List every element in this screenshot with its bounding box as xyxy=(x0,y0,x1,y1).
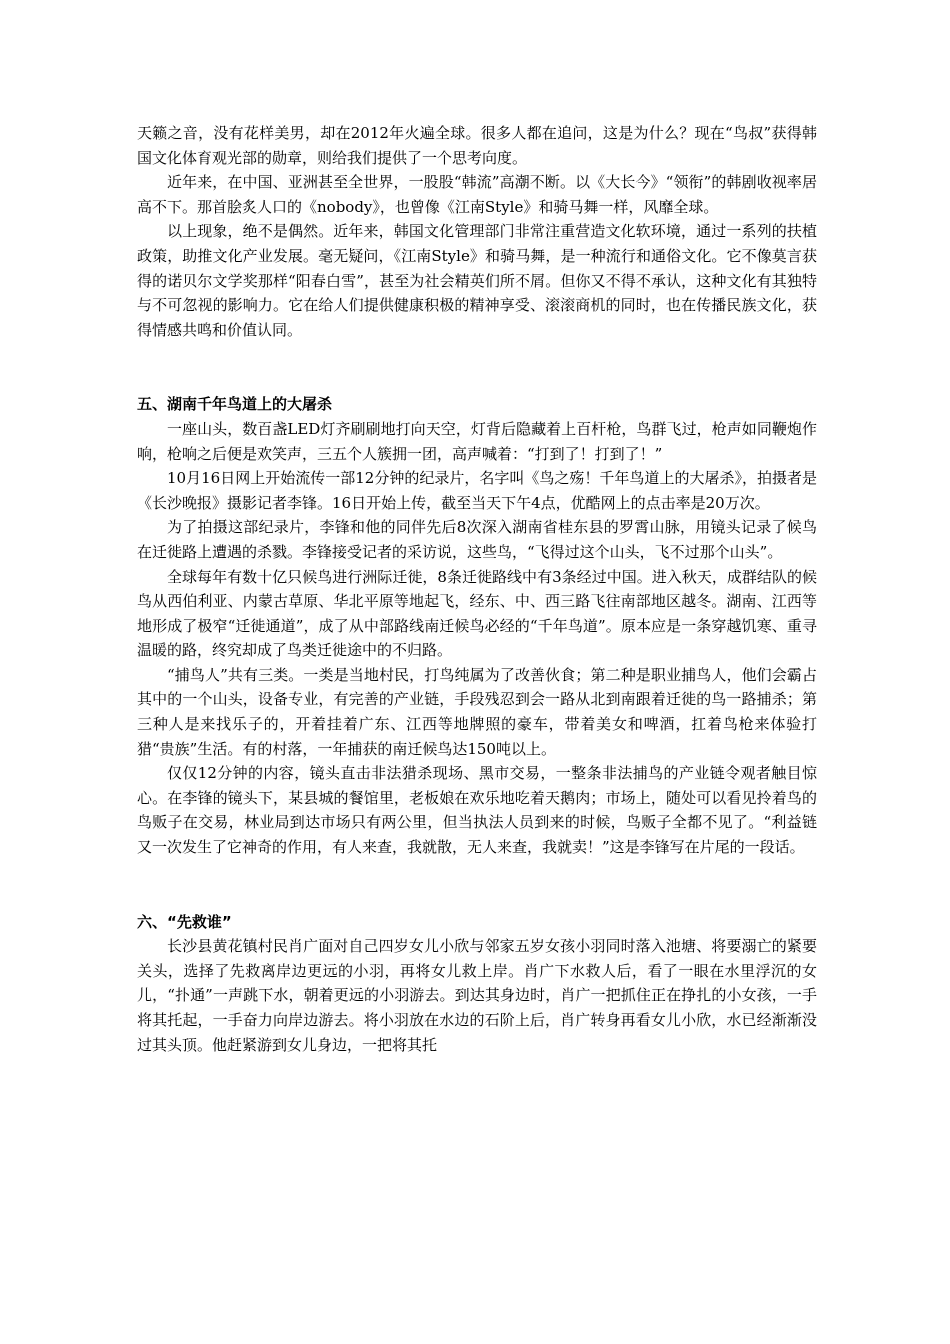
section-gap xyxy=(137,860,817,910)
paragraph: 以上现象，绝不是偶然。近年来，韩国文化管理部门非常注重营造文化软环境，通过一系列的扶植政策，助推文化产业发展。毫无疑问，《江南Style》和骑马舞，是一种流行和通俗文化。它不像莫言获得的诺贝尔文学奖那样“阳春白雪”，甚至为社会精英们所不屑。但你又不得不承认，这种文化有其独特与不可忽视的影响力。它在给人们提供健康积极的精神享受、滚滚商机的同时，也在传播民族文化，获得情感共鸣和价值认同。 xyxy=(137,222,817,339)
section-heading: 六、“先救谁” xyxy=(137,912,232,931)
section-gap xyxy=(137,342,817,392)
document-page xyxy=(137,121,817,1057)
section-heading: 五、湖南千年鸟道上的大屠杀 xyxy=(137,395,333,414)
section-five xyxy=(137,392,817,859)
paragraph: 仅仅12分钟的内容，镜头直击非法猎杀现场、黑市交易，一整条非法捕鸟的产业链令观者触目惊心。在李锋的镜头下，某县城的餐馆里，老板娘在欢乐地吃着天鹅肉；市场上，随处可以看见拎着鸟的鸟贩子在交易，林业局到达市场只有两公里，但当执法人员到来的时候，鸟贩子全都不见了。“利益链又一次发生了它神奇的作用，有人来查，我就散，无人来查，我就卖！”这是李锋写在片尾的一段话。 xyxy=(137,764,817,857)
paragraph: 长沙县黄花镇村民肖广面对自己四岁女儿小欣与邻家五岁女孩小羽同时落入池塘、将要溺亡的紧要关头，选择了先救离岸边更远的小羽，再将女儿救上岸。肖广下水救人后，看了一眼在水里浮沉的女儿，“扑通”一声跳下水，朝着更远的小羽游去。到达其身边时，肖广一把抓住正在挣扎的小女孩，一手将其托起，一手奋力向岸边游去。将小羽放在水边的石阶上后，肖广转身再看女儿小欣，水已经渐渐没过其头顶。他赶紧游到女儿身边，一把将其托 xyxy=(137,937,817,1054)
paragraph: 天籁之音，没有花样美男，却在2012年火遍全球。很多人都在追问，这是为什么？现在“鸟叔”获得韩国文化体育观光部的勋章，则给我们提供了一个思考向度。 xyxy=(137,124,817,167)
paragraph: 10月16日网上开始流传一部12分钟的纪录片，名字叫《鸟之殇！千年鸟道上的大屠杀》，拍摄者是《长沙晚报》摄影记者李锋。16日开始上传，截至当天下午4点，优酷网上的点击率是20万次。 xyxy=(137,469,817,512)
paragraph: 一座山头，数百盏LED灯齐刷刷地打向天空，灯背后隐藏着上百杆枪，鸟群飞过，枪声如同鞭炮作响，枪响之后便是欢笑声，三五个人簇拥一团，高声喊着：“打到了！打到了！” xyxy=(137,419,817,463)
section-intro xyxy=(137,121,817,342)
paragraph: 近年来，在中国、亚洲甚至全世界，一股股“韩流”高潮不断。以《大长今》“领衔”的韩剧收视率居高不下。那首脍炙人口的《nobody》，也曾像《江南Style》和骑马舞一样，风靡全球。 xyxy=(137,173,817,216)
paragraph: 全球每年有数十亿只候鸟进行洲际迁徙，8条迁徙路线中有3条经过中国。进入秋天，成群结队的候鸟从西伯利亚、内蒙古草原、华北平原等地起飞，经东、中、西三路飞往南部地区越冬。湖南、江西等地形成了极窄“迁徙通道”，成了从中部路线南迁候鸟必经的“千年鸟道”。原本应是一条穿越饥寒、重寻温暖的路，终究却成了鸟类迁徙途中的不归路。 xyxy=(137,567,817,660)
paragraph: 为了拍摄这部纪录片，李锋和他的同伴先后8次深入湖南省桂东县的罗霄山脉，用镜头记录了候鸟在迁徙路上遭遇的杀戮。李锋接受记者的采访说，这些鸟，“飞得过这个山头，飞不过那个山头”。 xyxy=(137,518,817,561)
paragraph: “捕鸟人”共有三类。一类是当地村民，打鸟纯属为了改善伙食；第二种是职业捕鸟人，他们会霸占其中的一个山头，设备专业，有完善的产业链，手段残忍到会一路从北到南跟着迁徙的鸟一路捕杀；第三种人是来找乐子的，开着挂着广东、江西等地牌照的豪车，带着美女和啤酒，扛着鸟枪来体验打猎“贵族”生活。有的村落，一年捕获的南迁候鸟达150吨以上。 xyxy=(137,665,817,758)
section-six xyxy=(137,910,817,1058)
